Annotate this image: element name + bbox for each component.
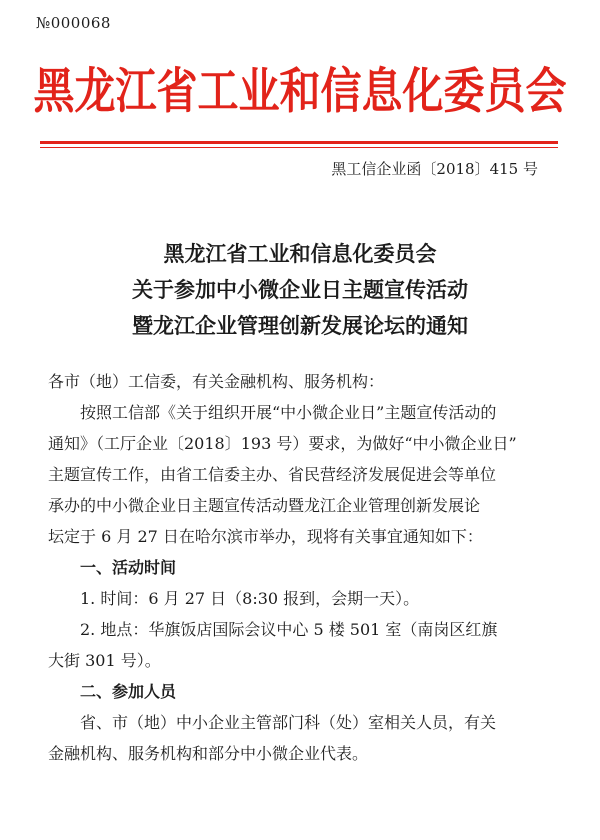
paragraph-line: 承办的中小微企业日主题宣传活动暨龙江企业管理创新发展论 bbox=[48, 496, 481, 515]
list-item: 1. 时间：6 月 27 日（8:30 报到，会期一天）。 bbox=[80, 589, 420, 608]
letterhead-rule-thin bbox=[40, 147, 558, 148]
notice-body bbox=[48, 366, 556, 769]
notice-title bbox=[0, 236, 600, 344]
notice-title-line: 关于参加中小微企业日主题宣传活动 bbox=[132, 277, 468, 302]
list-item-continuation: 大街 301 号）。 bbox=[48, 651, 161, 670]
paragraph-line: 金融机构、服务机构和部分中小微企业代表。 bbox=[48, 744, 369, 763]
notice-title-line: 黑龙江省工业和信息化委员会 bbox=[163, 241, 437, 266]
letterhead-title: 黑龙江省工业和信息化委员会 bbox=[33, 62, 567, 120]
document-number: 黑工信企业函〔2018〕415 号 bbox=[331, 160, 538, 178]
paragraph-line: 按照工信部《关于组织开展“中小微企业日”主题宣传活动的 bbox=[80, 403, 497, 422]
paragraph-line: 坛定于 6 月 27 日在哈尔滨市举办，现将有关事宜通知如下： bbox=[48, 527, 483, 546]
paragraph-line: 省、市（地）中小企业主管部门科（处）室相关人员，有关 bbox=[80, 713, 497, 732]
serial-number: №000068 bbox=[36, 14, 111, 32]
section-heading: 二、参加人员 bbox=[80, 682, 177, 701]
section-heading: 一、活动时间 bbox=[80, 558, 177, 577]
notice-title-line: 暨龙江企业管理创新发展论坛的通知 bbox=[132, 313, 468, 338]
list-item: 2. 地点：华旗饭店国际会议中心 5 楼 501 室（南岗区红旗 bbox=[80, 620, 498, 639]
paragraph-line: 主题宣传工作，由省工信委主办、省民营经济发展促进会等单位 bbox=[48, 465, 497, 484]
letterhead-rule-thick bbox=[40, 141, 558, 144]
paragraph-line: 通知》（工厅企业〔2018〕193 号）要求，为做好“中小微企业日” bbox=[48, 434, 517, 453]
addressee: 各市（地）工信委，有关金融机构、服务机构： bbox=[48, 372, 385, 391]
